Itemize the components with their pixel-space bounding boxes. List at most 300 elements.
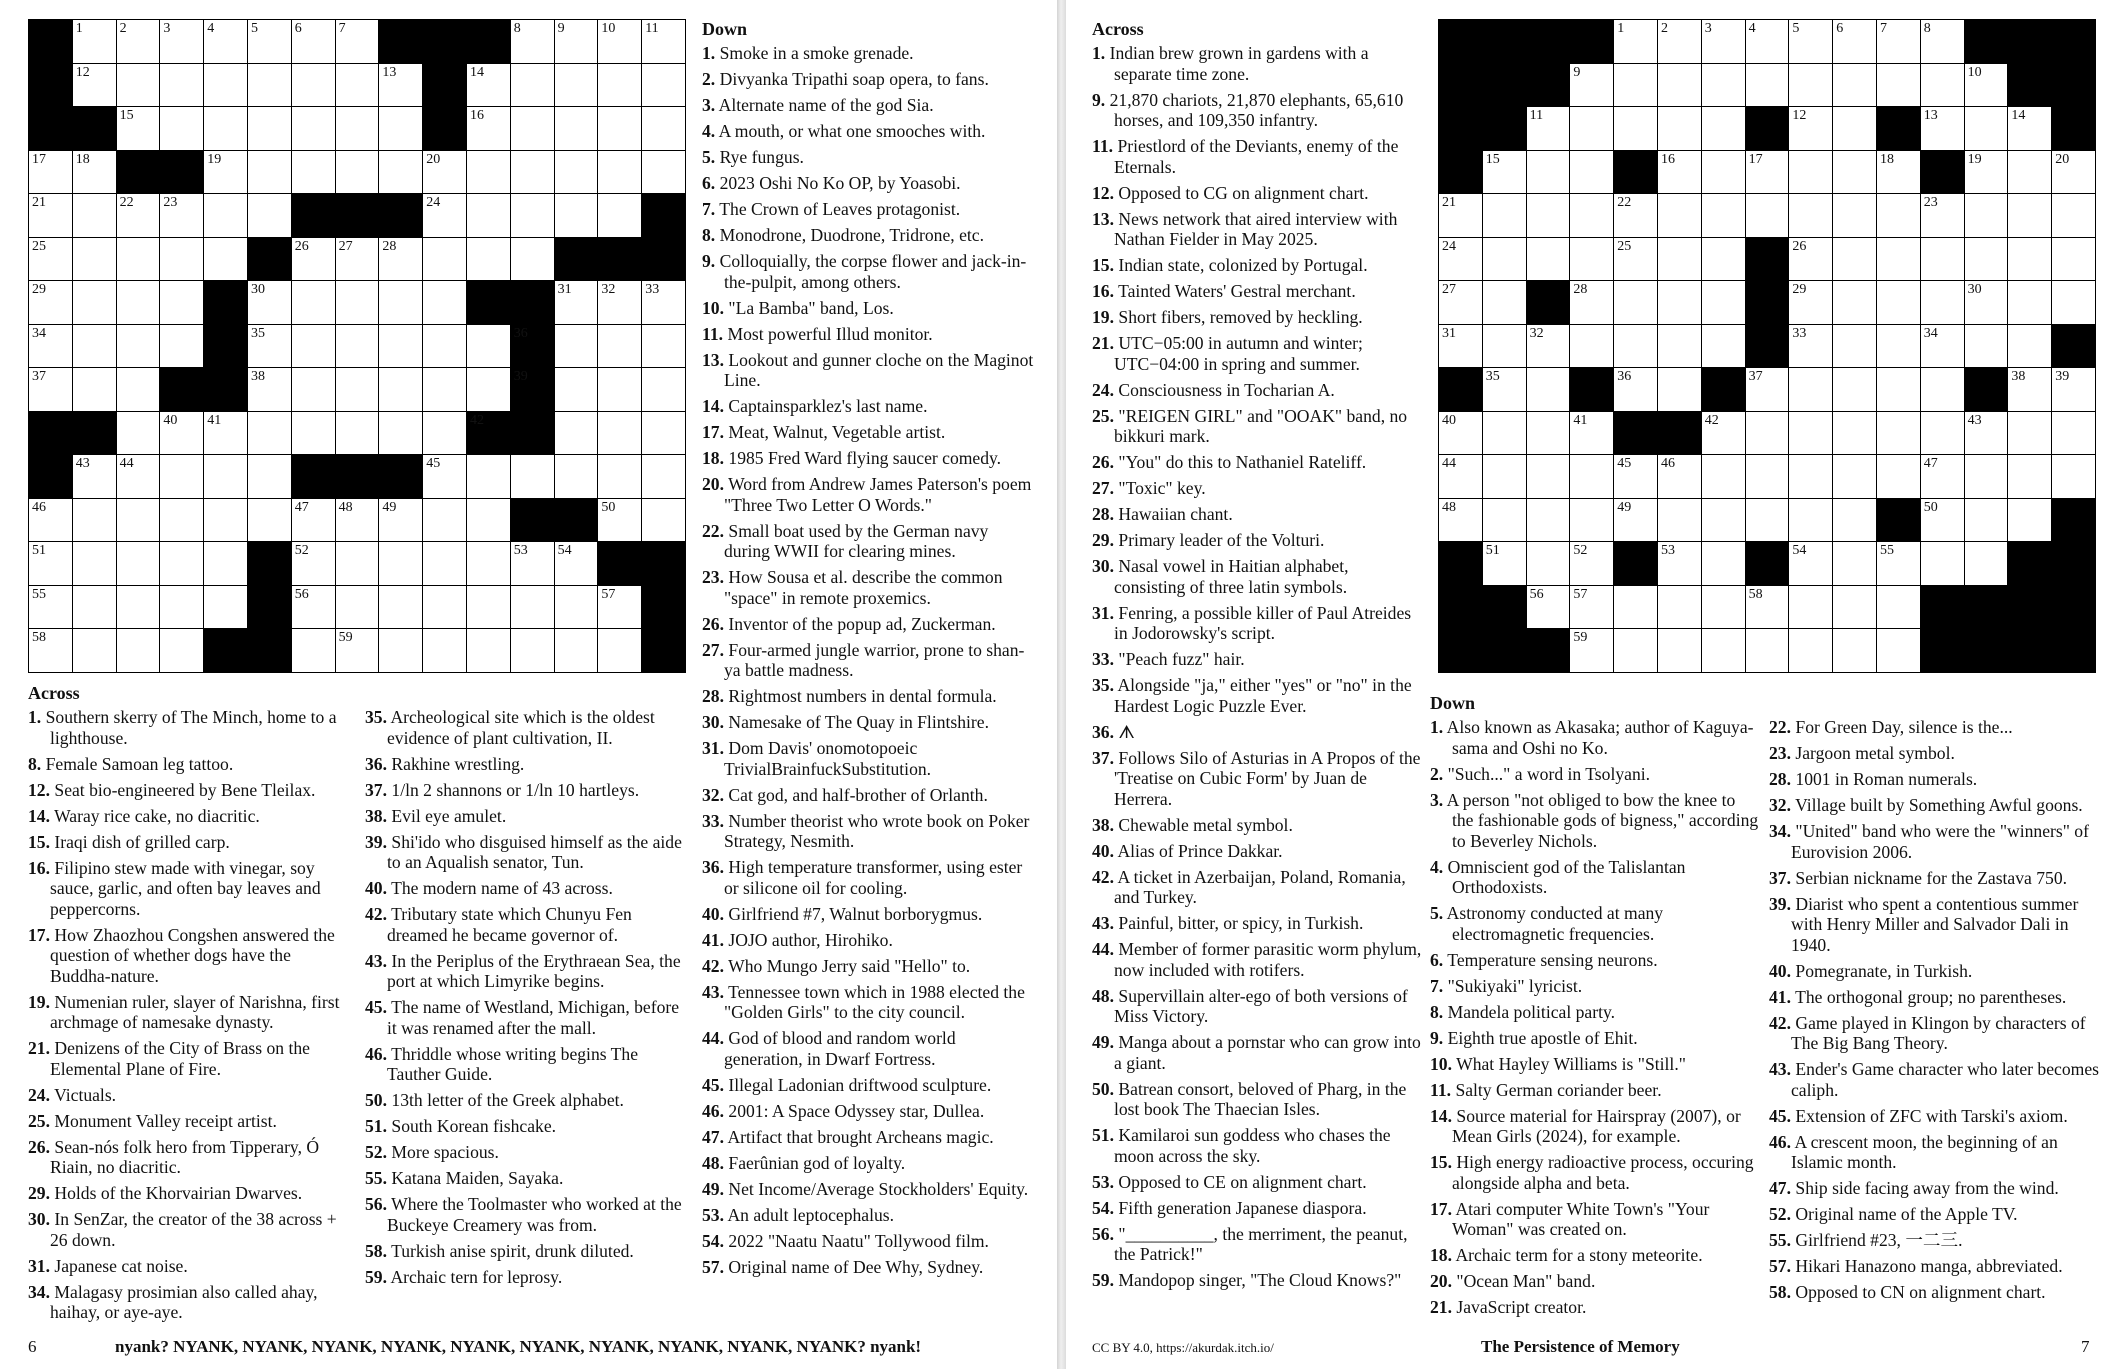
grid-cell[interactable] [423,238,466,281]
grid-cell[interactable] [1570,107,1613,150]
grid-cell[interactable] [248,455,291,498]
grid-cell[interactable] [29,281,72,324]
grid-cell[interactable] [1527,325,1570,368]
grid-cell[interactable] [1439,238,1482,281]
grid-cell[interactable] [379,151,422,194]
grid-cell[interactable] [1789,194,1832,237]
grid-cell[interactable] [160,542,203,585]
grid-cell[interactable] [379,499,422,542]
grid-cell[interactable] [511,586,554,629]
grid-cell[interactable] [1658,455,1701,498]
grid-cell[interactable] [117,499,160,542]
grid-cell[interactable] [423,499,466,542]
grid-cell[interactable] [555,20,598,63]
grid-cell[interactable] [642,64,685,107]
grid-cell[interactable] [1483,542,1526,585]
grid-cell[interactable] [1483,455,1526,498]
grid-cell[interactable] [2008,499,2051,542]
grid-cell[interactable] [1877,238,1920,281]
grid-cell[interactable] [1658,325,1701,368]
grid-cell[interactable] [423,194,466,237]
grid-cell[interactable] [1614,64,1657,107]
grid-cell[interactable] [1439,455,1482,498]
grid-cell[interactable] [555,194,598,237]
grid-cell[interactable] [1570,238,1613,281]
grid-cell[interactable] [1877,455,1920,498]
grid-cell[interactable] [160,20,203,63]
grid-cell[interactable] [29,499,72,542]
grid-cell[interactable] [248,412,291,455]
grid-cell[interactable] [1702,412,1745,455]
grid-cell[interactable] [117,281,160,324]
grid-cell[interactable] [73,151,116,194]
grid-cell[interactable] [2052,281,2095,324]
grid-cell[interactable] [555,325,598,368]
grid-cell[interactable] [467,238,510,281]
grid-cell[interactable] [511,542,554,585]
grid-cell[interactable] [511,64,554,107]
grid-cell[interactable] [1877,542,1920,585]
grid-cell[interactable] [1702,542,1745,585]
grid-cell[interactable] [336,499,379,542]
grid-cell[interactable] [642,325,685,368]
grid-cell[interactable] [598,412,641,455]
grid-cell[interactable] [1789,281,1832,324]
grid-cell[interactable] [423,281,466,324]
grid-cell[interactable] [1439,412,1482,455]
grid-cell[interactable] [1658,281,1701,324]
grid-cell[interactable] [642,368,685,411]
grid-cell[interactable] [1658,499,1701,542]
grid-cell[interactable] [598,151,641,194]
grid-cell[interactable] [292,542,335,585]
grid-cell[interactable] [1570,455,1613,498]
grid-cell[interactable] [248,151,291,194]
grid-cell[interactable] [598,107,641,150]
grid-cell[interactable] [29,542,72,585]
grid-cell[interactable] [1527,586,1570,629]
grid-cell[interactable] [160,238,203,281]
grid-cell[interactable] [1789,64,1832,107]
grid-cell[interactable] [1570,281,1613,324]
grid-cell[interactable] [1439,281,1482,324]
grid-cell[interactable] [29,325,72,368]
grid-cell[interactable] [1877,281,1920,324]
grid-cell[interactable] [1439,194,1482,237]
grid-cell[interactable] [1746,368,1789,411]
grid-cell[interactable] [160,64,203,107]
grid-cell[interactable] [1965,107,2008,150]
grid-cell[interactable] [1877,368,1920,411]
grid-cell[interactable] [1833,368,1876,411]
grid-cell[interactable] [555,64,598,107]
grid-cell[interactable] [1483,238,1526,281]
grid-cell[interactable] [336,64,379,107]
grid-cell[interactable] [1614,455,1657,498]
grid-cell[interactable] [642,107,685,150]
grid-cell[interactable] [555,455,598,498]
grid-cell[interactable] [160,586,203,629]
grid-cell[interactable] [1921,238,1964,281]
grid-cell[interactable] [1965,455,2008,498]
grid-cell[interactable] [467,64,510,107]
grid-cell[interactable] [1921,542,1964,585]
grid-cell[interactable] [117,194,160,237]
grid-cell[interactable] [73,542,116,585]
grid-cell[interactable] [1658,20,1701,63]
grid-cell[interactable] [336,368,379,411]
grid-cell[interactable] [1702,455,1745,498]
grid-cell[interactable] [1570,64,1613,107]
grid-cell[interactable] [423,629,466,672]
grid-cell[interactable] [1570,542,1613,585]
grid-cell[interactable] [467,151,510,194]
grid-cell[interactable] [1702,151,1745,194]
grid-cell[interactable] [160,629,203,672]
grid-cell[interactable] [511,238,554,281]
grid-cell[interactable] [555,412,598,455]
grid-cell[interactable] [336,151,379,194]
grid-cell[interactable] [73,194,116,237]
grid-cell[interactable] [1877,629,1920,672]
grid-cell[interactable] [598,629,641,672]
grid-cell[interactable] [29,194,72,237]
grid-cell[interactable] [160,107,203,150]
grid-cell[interactable] [1833,64,1876,107]
grid-cell[interactable] [598,194,641,237]
grid-cell[interactable] [511,194,554,237]
grid-cell[interactable] [204,412,247,455]
grid-cell[interactable] [467,368,510,411]
grid-cell[interactable] [511,629,554,672]
grid-cell[interactable] [423,325,466,368]
grid-cell[interactable] [1483,325,1526,368]
grid-cell[interactable] [379,107,422,150]
grid-cell[interactable] [1921,281,1964,324]
grid-cell[interactable] [1746,412,1789,455]
grid-cell[interactable] [1702,586,1745,629]
grid-cell[interactable] [292,412,335,455]
grid-cell[interactable] [336,281,379,324]
grid-cell[interactable] [1614,238,1657,281]
grid-cell[interactable] [1614,107,1657,150]
grid-cell[interactable] [248,499,291,542]
grid-cell[interactable] [1483,499,1526,542]
grid-cell[interactable] [2052,368,2095,411]
grid-cell[interactable] [1746,20,1789,63]
grid-cell[interactable] [73,499,116,542]
grid-cell[interactable] [511,455,554,498]
grid-cell[interactable] [423,151,466,194]
grid-cell[interactable] [1789,629,1832,672]
grid-cell[interactable] [204,107,247,150]
grid-cell[interactable] [1746,629,1789,672]
grid-cell[interactable] [1833,107,1876,150]
grid-cell[interactable] [292,499,335,542]
grid-cell[interactable] [160,281,203,324]
grid-cell[interactable] [248,281,291,324]
grid-cell[interactable] [423,542,466,585]
grid-cell[interactable] [598,368,641,411]
grid-cell[interactable] [379,412,422,455]
grid-cell[interactable] [336,412,379,455]
grid-cell[interactable] [1658,629,1701,672]
grid-cell[interactable] [379,629,422,672]
grid-cell[interactable] [379,325,422,368]
grid-cell[interactable] [1483,412,1526,455]
grid-cell[interactable] [1833,455,1876,498]
grid-cell[interactable] [1614,586,1657,629]
grid-cell[interactable] [555,281,598,324]
grid-cell[interactable] [336,107,379,150]
grid-cell[interactable] [2052,238,2095,281]
grid-cell[interactable] [1877,64,1920,107]
grid-cell[interactable] [204,499,247,542]
grid-cell[interactable] [1614,20,1657,63]
grid-cell[interactable] [467,325,510,368]
grid-cell[interactable] [1833,238,1876,281]
grid-cell[interactable] [423,586,466,629]
grid-cell[interactable] [555,542,598,585]
grid-cell[interactable] [1570,151,1613,194]
grid-cell[interactable] [292,238,335,281]
grid-cell[interactable] [1789,325,1832,368]
grid-cell[interactable] [1614,281,1657,324]
grid-cell[interactable] [117,542,160,585]
grid-cell[interactable] [204,586,247,629]
grid-cell[interactable] [1570,629,1613,672]
grid-cell[interactable] [598,281,641,324]
grid-cell[interactable] [248,64,291,107]
grid-cell[interactable] [1877,194,1920,237]
grid-cell[interactable] [467,455,510,498]
grid-cell[interactable] [555,107,598,150]
grid-cell[interactable] [1527,151,1570,194]
grid-cell[interactable] [2052,412,2095,455]
grid-cell[interactable] [1789,20,1832,63]
grid-cell[interactable] [204,238,247,281]
grid-cell[interactable] [1746,64,1789,107]
grid-cell[interactable] [1746,586,1789,629]
grid-cell[interactable] [117,368,160,411]
grid-cell[interactable] [29,368,72,411]
grid-cell[interactable] [642,20,685,63]
grid-cell[interactable] [1877,412,1920,455]
grid-cell[interactable] [467,542,510,585]
grid-cell[interactable] [379,368,422,411]
grid-cell[interactable] [642,281,685,324]
grid-cell[interactable] [467,499,510,542]
grid-cell[interactable] [1746,499,1789,542]
grid-cell[interactable] [511,20,554,63]
grid-cell[interactable] [73,455,116,498]
grid-cell[interactable] [117,107,160,150]
grid-cell[interactable] [1702,20,1745,63]
grid-cell[interactable] [2008,194,2051,237]
grid-cell[interactable] [1702,629,1745,672]
grid-cell[interactable] [160,194,203,237]
grid-cell[interactable] [73,20,116,63]
grid-cell[interactable] [555,586,598,629]
grid-cell[interactable] [1965,238,2008,281]
grid-cell[interactable] [2052,194,2095,237]
grid-cell[interactable] [292,20,335,63]
grid-cell[interactable] [1702,107,1745,150]
grid-cell[interactable] [248,194,291,237]
grid-cell[interactable] [73,238,116,281]
grid-cell[interactable] [204,151,247,194]
grid-cell[interactable] [1570,586,1613,629]
grid-cell[interactable] [29,586,72,629]
grid-cell[interactable] [1789,455,1832,498]
grid-cell[interactable] [160,455,203,498]
grid-cell[interactable] [379,281,422,324]
grid-cell[interactable] [423,412,466,455]
grid-cell[interactable] [117,455,160,498]
grid-cell[interactable] [1570,325,1613,368]
grid-cell[interactable] [1921,107,1964,150]
grid-cell[interactable] [204,455,247,498]
grid-cell[interactable] [423,455,466,498]
grid-cell[interactable] [642,151,685,194]
grid-cell[interactable] [29,629,72,672]
grid-cell[interactable] [1483,194,1526,237]
grid-cell[interactable] [29,238,72,281]
grid-cell[interactable] [598,499,641,542]
grid-cell[interactable] [1527,455,1570,498]
grid-cell[interactable] [1877,20,1920,63]
grid-cell[interactable] [379,542,422,585]
grid-cell[interactable] [2008,455,2051,498]
grid-cell[interactable] [2008,151,2051,194]
grid-cell[interactable] [204,194,247,237]
grid-cell[interactable] [598,64,641,107]
grid-cell[interactable] [336,586,379,629]
grid-cell[interactable] [1527,368,1570,411]
grid-cell[interactable] [1877,586,1920,629]
grid-cell[interactable] [73,629,116,672]
grid-cell[interactable] [642,412,685,455]
grid-cell[interactable] [1789,586,1832,629]
grid-cell[interactable] [1570,499,1613,542]
grid-cell[interactable] [117,325,160,368]
grid-cell[interactable] [1483,281,1526,324]
grid-cell[interactable] [117,412,160,455]
grid-cell[interactable] [1965,194,2008,237]
grid-cell[interactable] [1614,499,1657,542]
grid-cell[interactable] [1789,238,1832,281]
grid-cell[interactable] [336,20,379,63]
grid-cell[interactable] [73,586,116,629]
grid-cell[interactable] [1833,281,1876,324]
grid-cell[interactable] [598,455,641,498]
grid-cell[interactable] [292,151,335,194]
grid-cell[interactable] [1921,20,1964,63]
grid-cell[interactable] [1702,325,1745,368]
grid-cell[interactable] [1833,20,1876,63]
grid-cell[interactable] [73,368,116,411]
grid-cell[interactable] [248,20,291,63]
grid-cell[interactable] [1527,107,1570,150]
grid-cell[interactable] [1921,194,1964,237]
grid-cell[interactable] [2008,368,2051,411]
grid-cell[interactable] [1614,629,1657,672]
grid-cell[interactable] [642,499,685,542]
grid-cell[interactable] [1570,194,1613,237]
grid-cell[interactable] [73,64,116,107]
grid-cell[interactable] [1833,151,1876,194]
grid-cell[interactable] [117,629,160,672]
grid-cell[interactable] [1921,412,1964,455]
grid-cell[interactable] [1877,151,1920,194]
grid-cell[interactable] [555,629,598,672]
grid-cell[interactable] [1921,64,1964,107]
grid-cell[interactable] [379,586,422,629]
grid-cell[interactable] [1746,151,1789,194]
grid-cell[interactable] [29,151,72,194]
grid-cell[interactable] [1658,107,1701,150]
grid-cell[interactable] [1833,586,1876,629]
grid-cell[interactable] [1746,194,1789,237]
grid-cell[interactable] [598,325,641,368]
grid-cell[interactable] [2008,107,2051,150]
grid-cell[interactable] [292,107,335,150]
grid-cell[interactable] [511,151,554,194]
grid-cell[interactable] [1965,499,2008,542]
grid-cell[interactable] [1658,368,1701,411]
grid-cell[interactable] [1965,325,2008,368]
grid-cell[interactable] [204,64,247,107]
grid-cell[interactable] [1702,238,1745,281]
grid-cell[interactable] [1702,64,1745,107]
grid-cell[interactable] [1965,151,2008,194]
grid-cell[interactable] [1570,412,1613,455]
grid-cell[interactable] [423,368,466,411]
grid-cell[interactable] [1439,325,1482,368]
grid-cell[interactable] [1789,542,1832,585]
grid-cell[interactable] [1702,281,1745,324]
grid-cell[interactable] [1789,151,1832,194]
grid-cell[interactable] [2052,455,2095,498]
grid-cell[interactable] [511,107,554,150]
grid-cell[interactable] [292,64,335,107]
grid-cell[interactable] [73,281,116,324]
grid-cell[interactable] [1833,542,1876,585]
grid-cell[interactable] [160,325,203,368]
grid-cell[interactable] [1527,499,1570,542]
grid-cell[interactable] [555,151,598,194]
grid-cell[interactable] [292,368,335,411]
grid-cell[interactable] [117,64,160,107]
grid-cell[interactable] [336,542,379,585]
grid-cell[interactable] [1833,499,1876,542]
grid-cell[interactable] [248,325,291,368]
grid-cell[interactable] [467,629,510,672]
grid-cell[interactable] [1921,325,1964,368]
grid-cell[interactable] [1614,325,1657,368]
grid-cell[interactable] [292,325,335,368]
grid-cell[interactable] [248,368,291,411]
grid-cell[interactable] [598,586,641,629]
grid-cell[interactable] [117,586,160,629]
grid-cell[interactable] [117,238,160,281]
grid-cell[interactable] [1789,412,1832,455]
grid-cell[interactable] [2008,281,2051,324]
grid-cell[interactable] [336,238,379,281]
grid-cell[interactable] [160,412,203,455]
grid-cell[interactable] [2008,412,2051,455]
grid-cell[interactable] [642,455,685,498]
